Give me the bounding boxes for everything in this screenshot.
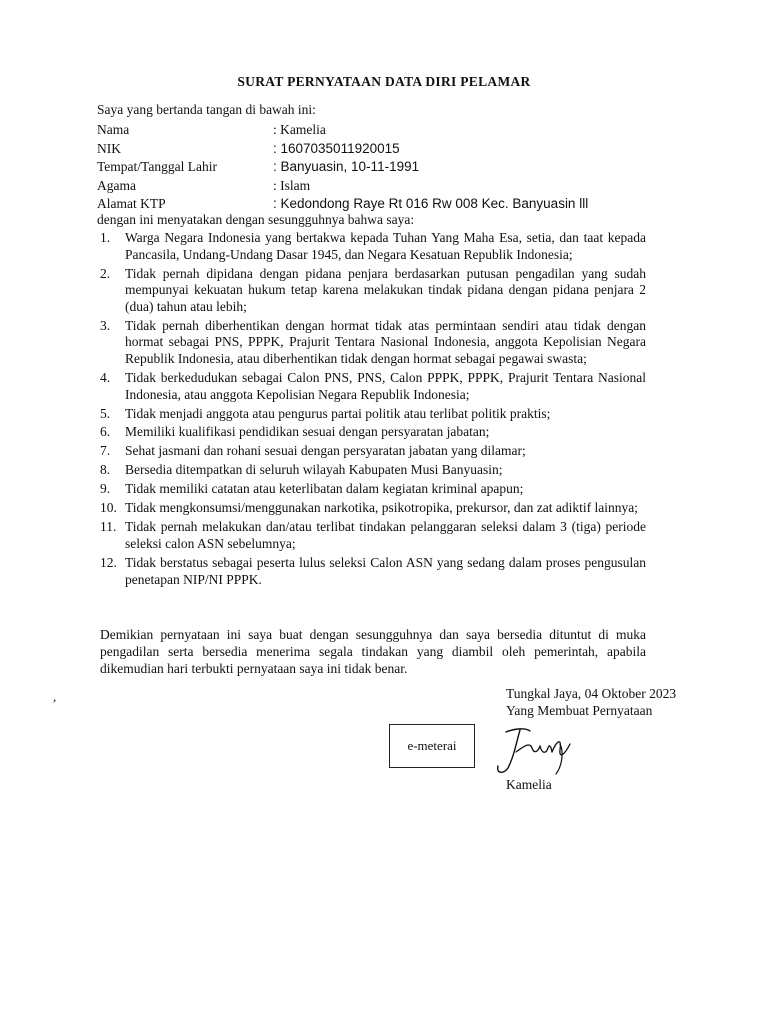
item-number: 1. [100,230,111,245]
list-item [100,481,646,498]
maker-label: Yang Membuat Pernyataan [506,703,653,718]
field-value: : Islam [273,177,311,193]
field-row-birth [97,158,588,177]
item-text: Tidak memiliki catatan atau keterlibatan dalam kegiatan kriminal apapun; [125,481,524,497]
field-row-address [97,195,588,214]
field-label: Alamat KTP [97,196,166,211]
item-number: 11. [100,519,117,535]
field-value: : Banyuasin, 10-11-1991 [273,159,420,174]
item-text: Tidak pernah diberhentikan dengan hormat tidak atas permintaan sendiri atau tidak dengan hormat sebagai PNS, PPPK, Prajurit Tentara Nasional Indonesia, anggota Kepolisian Negara Republik Indonesia, atau diberhentikan tidak dengan hormat sebagai pegawai swasta; [125,317,646,366]
stray-mark: , [53,689,57,704]
list-item [100,370,646,403]
field-value: : 1607035011920015 [273,140,400,156]
item-text: Tidak pernah dipidana dengan pidana penjara berdasarkan putusan pengadilan yang sudah mempunyai kekuatan hukum tetap karena melakukan tindak pidana dengan pidana penjara 2 (dua) tahun atau lebih; [125,265,646,314]
closing-paragraph: Demikian pernyataan ini saya buat dengan sesungguhnya dan saya bersedia dituntut di muka pengadilan serta bersedia menerima segala tindakan yang diambil oleh pemerintah, apabila dikemudian hari terbukti pernyataan saya ini tidak benar. [100,627,646,676]
statement-list [100,230,646,591]
declaration-text: dengan ini menyatakan dengan sesungguhnya bahwa saya: [97,212,415,227]
item-number: 12. [100,554,117,570]
field-row-nik [97,140,588,159]
list-item [100,318,646,368]
e-meterai-label: e-meterai [407,738,457,753]
item-text: Tidak mengkonsumsi/menggunakan narkotika, psikotropika, prekursor, dan zat adiktif lainnya; [125,500,638,516]
item-number: 3. [100,317,111,333]
item-number: 7. [100,443,111,459]
item-text: Memiliki kualifikasi pendidikan sesuai dengan persyaratan jabatan; [125,424,490,440]
field-row-name [97,121,588,140]
field-label: Agama [97,177,136,193]
list-item [100,519,646,552]
intro-text: Saya yang bertanda tangan di bawah ini: [97,102,316,117]
place-date: Tungkal Jaya, 04 Oktober 2023 [506,686,677,701]
item-text: Tidak berstatus sebagai peserta lulus seleksi Calon ASN yang sedang dalam proses pengusulan penetapan NIP/NI PPPK. [125,554,646,587]
signature-name: Kamelia [506,777,552,792]
item-text: Warga Negara Indonesia yang bertakwa kepada Tuhan Yang Maha Esa, setia, dan taat kepada Pancasila, Undang-Undang Dasar 1945, dan Negara Kesatuan Republik Indonesia; [125,230,646,262]
item-text: Tidak berkedudukan sebagai Calon PNS, PNS, Calon PPPK, PPPK, Prajurit Tentara Nasional Indonesia, atau anggota Kepolisian Negara Republik Indonesia; [125,369,646,402]
personal-data-fields [97,121,588,214]
item-number: 8. [100,462,111,478]
item-number: 2. [100,265,111,281]
item-text: Sehat jasmani dan rohani sesuai dengan persyaratan jabatan yang dilamar; [125,443,526,459]
list-item [100,443,646,460]
item-number: 10. [100,500,117,516]
list-item [100,500,646,517]
field-label: NIK [97,140,121,156]
item-number: 9. [100,481,111,497]
field-row-religion [97,177,588,196]
list-item [100,266,646,316]
field-value: : Kedondong Raye Rt 016 Rw 008 Kec. Banyuasin lll [273,196,589,211]
field-label: Tempat/Tanggal Lahir [97,159,217,174]
item-number: 5. [100,405,111,421]
item-text: Bersedia ditempatkan di seluruh wilayah Kabupaten Musi Banyuasin; [125,462,503,478]
item-text: Tidak menjadi anggota atau pengurus partai politik atau terlibat politik praktis; [125,405,551,421]
item-text: Tidak pernah melakukan dan/atau terlibat tindakan pelanggaran seleksi dalam 3 (tiga) periode seleksi calon ASN sebelumnya; [125,519,646,551]
item-number: 4. [100,369,111,385]
document-title: SURAT PERNYATAAN DATA DIRI PELAMAR [237,74,531,89]
signature-image [486,722,586,782]
field-value: : Kamelia [273,122,326,137]
list-item [100,462,646,479]
list-item [100,424,646,441]
list-item [100,555,646,588]
list-item [100,230,646,263]
list-item [100,406,646,423]
field-label: Nama [97,122,130,137]
e-meterai-box [389,724,475,768]
item-number: 6. [100,424,111,440]
